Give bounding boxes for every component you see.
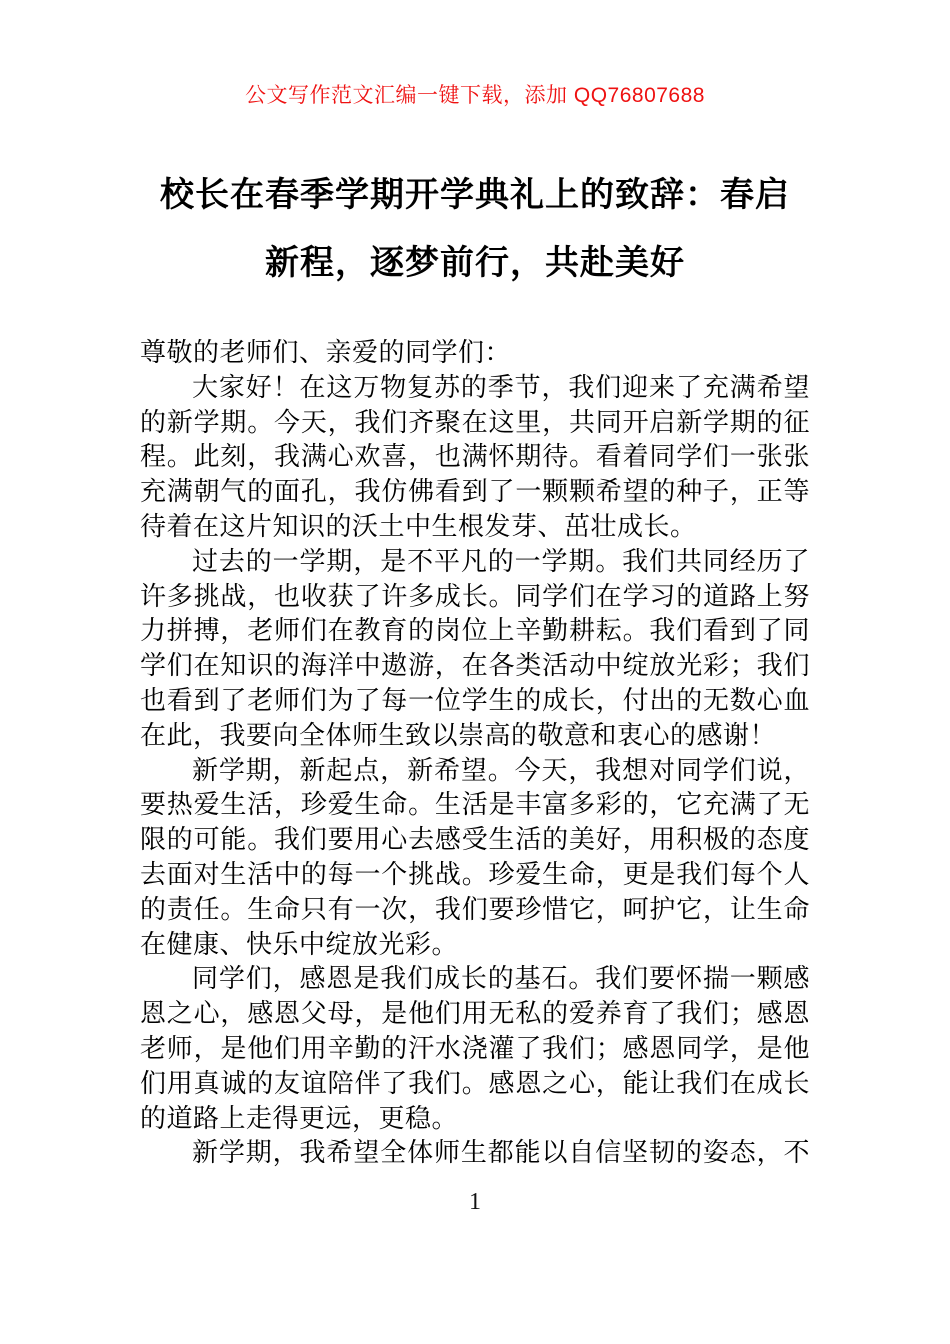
body-line: 充满朝气的面孔，我仿佛看到了一颗颗希望的种子，正等 xyxy=(140,476,810,507)
body-line: 同学们，感恩是我们成长的基石。我们要怀揣一颗感 xyxy=(192,963,810,994)
body-line: 去面对生活中的每一个挑战。珍爱生命，更是我们每个人 xyxy=(140,858,810,889)
body-line: 学们在知识的海洋中遨游，在各类活动中绽放光彩；我们 xyxy=(140,650,810,681)
body-line: 待着在这片知识的沃土中生根发芽、茁壮成长。 xyxy=(140,510,697,541)
body-line: 过去的一学期，是不平凡的一学期。我们共同经历了 xyxy=(192,545,810,576)
body-line: 许多挑战，也收获了许多成长。同学们在学习的道路上努 xyxy=(140,580,810,611)
body-line: 要热爱生活，珍爱生命。生活是丰富多彩的，它充满了无 xyxy=(140,789,810,820)
body-line: 的责任。生命只有一次，我们要珍惜它，呵护它，让生命 xyxy=(140,893,810,924)
body-line: 限的可能。我们要用心去感受生活的美好，用积极的态度 xyxy=(140,824,810,855)
body-line: 老师，是他们用辛勤的汗水浇灌了我们；感恩同学，是他 xyxy=(140,1032,810,1063)
body-line: 力拼搏，老师们在教育的岗位上辛勤耕耘。我们看到了同 xyxy=(140,615,810,646)
body-line: 程。此刻，我满心欢喜，也满怀期待。看着同学们一张张 xyxy=(140,441,810,472)
page-number: 1 xyxy=(469,1189,481,1216)
body-line: 在健康、快乐中绽放光彩。 xyxy=(140,928,459,959)
document-body xyxy=(140,335,810,1170)
body-line: 也看到了老师们为了每一位学生的成长，付出的无数心血 xyxy=(140,684,810,715)
document-title-line-2: 新程，逐梦前行，共赴美好 xyxy=(265,244,685,282)
body-line: 的道路上走得更远，更稳。 xyxy=(140,1102,459,1133)
body-line: 恩之心，感恩父母，是他们用无私的爱养育了我们；感恩 xyxy=(140,998,810,1029)
body-line: 在此，我要向全体师生致以崇高的敬意和衷心的感谢！ xyxy=(140,719,777,750)
document-title-line-1: 校长在春季学期开学典礼上的致辞：春启 xyxy=(160,176,790,214)
body-line: 们用真诚的友谊陪伴了我们。感恩之心，能让我们在成长 xyxy=(140,1067,810,1098)
document-title xyxy=(60,161,890,297)
body-line: 新学期，我希望全体师生都能以自信坚韧的姿态，不 xyxy=(192,1137,810,1168)
body-line: 大家好！在这万物复苏的季节，我们迎来了充满希望 xyxy=(192,371,810,402)
body-line: 的新学期。今天，我们齐聚在这里，共同开启新学期的征 xyxy=(140,406,810,437)
body-line: 新学期，新起点，新希望。今天，我想对同学们说， xyxy=(192,754,810,785)
body-line: 尊敬的老师们、亲爱的同学们： xyxy=(140,337,512,367)
header-notice: 公文写作范文汇编一键下载，添加 QQ76807688 xyxy=(245,84,705,107)
